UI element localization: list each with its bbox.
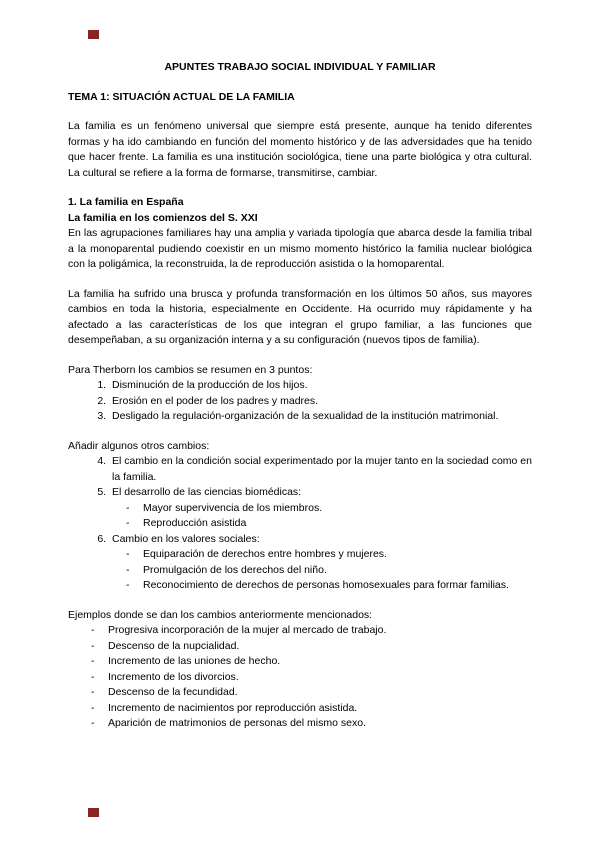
list-item: - Incremento de los divorcios.	[108, 670, 532, 686]
list-item: - Equiparación de derechos entre hombres y mujeres.	[143, 547, 532, 563]
red-corner-mark-bottom	[88, 808, 99, 817]
list-item: - Mayor supervivencia de los miembros.	[143, 501, 532, 517]
list-item: - Incremento de nacimientos por reproducción asistida.	[108, 701, 532, 717]
list-item-text: Cambio en los valores sociales:	[112, 532, 260, 545]
list-item: - Descenso de la nupcialidad.	[108, 639, 532, 655]
section-1-subheading: La familia en los comienzos del S. XXI	[68, 211, 258, 224]
list-item	[109, 485, 532, 532]
list-item: 3. Desligado la regulación-organización de la sexualidad de la institución matrimonial.	[109, 409, 532, 425]
list-item: - Aparición de matrimonios de personas del mismo sexo.	[108, 716, 532, 732]
list-item: - Reconocimiento de derechos de personas homosexuales para formar familias.	[143, 578, 532, 594]
list-item-text: El desarrollo de las ciencias biomédicas:	[112, 486, 302, 498]
intro-paragraph: La familia es un fenómeno universal que siempre está presente, aunque ha tenido diferentes formas y ha ido cambiando en función del momento histórico y de las adversidades que ha tenido que hacer frente. La familia es una institución sociológica, tiene una parte biológica y otra cultural. La cultural se refiere a la forma de formarse, transmitirse, cambiar.	[68, 120, 532, 179]
tema-heading: TEMA 1: SITUACIÓN ACTUAL DE LA FAMILIA	[68, 90, 295, 103]
list-item: 1. Disminución de la producción de los hijos.	[109, 378, 532, 394]
examples-list	[68, 623, 532, 732]
list-item: 2. Erosión en el poder de los padres y madres.	[109, 394, 532, 410]
therborn-list	[68, 378, 532, 425]
document-title: APUNTES TRABAJO SOCIAL INDIVIDUAL Y FAMILIAR	[164, 61, 436, 73]
list-item	[109, 532, 532, 594]
transformation-paragraph: La familia ha sufrido una brusca y profunda transformación en los últimos 50 años, sus mayores cambios en toda la historia, especialmente en Occidente. Ha ocurrido muy rápidamente y ha afectado a las características de los que integran el grupo familiar, a las funciones que desempeñaban, a su organización interna y a su configuración (nuevos tipos de familia).	[68, 287, 532, 346]
section-1-heading: 1. La familia en España	[68, 196, 184, 208]
typology-paragraph: En las agrupaciones familiares hay una amplia y variada tipología que abarca desde la familia tribal a la monoparental pudiendo coexistir en un mismo momento histórico la familia nuclear biológica con la poligámica, la reconstruida, la de reproducción asistida o la homoparental.	[68, 227, 532, 270]
biomedical-sublist	[112, 501, 532, 532]
red-corner-mark-top	[88, 30, 99, 39]
list-item: - Descenso de la fecundidad.	[108, 685, 532, 701]
list-item: - Progresiva incorporación de la mujer al mercado de trabajo.	[108, 623, 532, 639]
social-values-sublist	[112, 547, 532, 594]
list-item: - Reproducción asistida	[143, 516, 532, 532]
list-item: 4. El cambio en la condición social experimentado por la mujer tanto en la sociedad como en la familia.	[109, 454, 532, 485]
additional-changes-list	[68, 454, 532, 594]
additional-changes-intro: Añadir algunos otros cambios:	[68, 439, 210, 452]
therborn-intro: Para Therborn los cambios se resumen en 3 puntos:	[68, 363, 313, 376]
list-item: - Promulgación de los derechos del niño.	[143, 563, 532, 579]
list-item: - Incremento de las uniones de hecho.	[108, 654, 532, 670]
examples-intro: Ejemplos donde se dan los cambios anteriormente mencionados:	[68, 608, 373, 621]
